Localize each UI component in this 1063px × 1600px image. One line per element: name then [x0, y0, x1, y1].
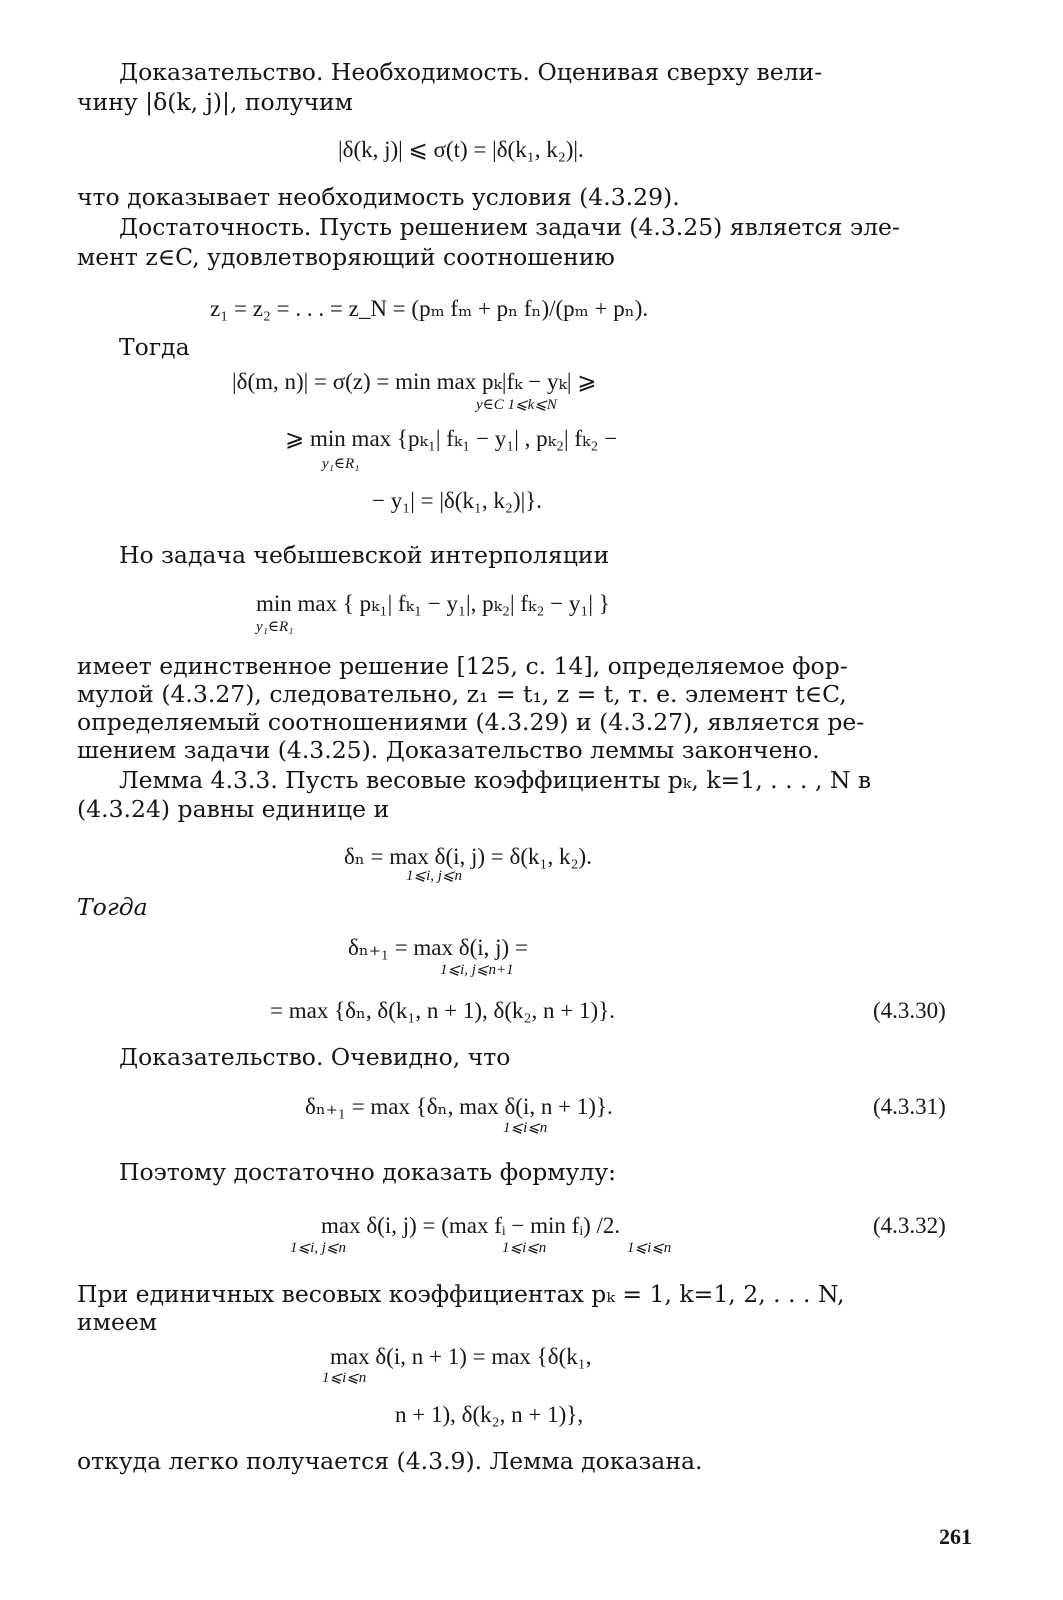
- equation: |δ(m, n)| = σ(z) = min max pₖ|fₖ − yₖ| ⩾: [232, 369, 597, 394]
- text-line: имеем: [77, 1308, 158, 1336]
- text-line: мент z∈C, удовлетворяющий соотношению: [77, 243, 615, 271]
- equation: min max { pₖ₁| fₖ₁ − y₁|, pₖ₂| fₖ₂ − y₁| }: [256, 591, 610, 616]
- text-line: (4.3.24) равны единице и: [77, 795, 390, 823]
- equation: δₙ₊₁ = max {δₙ, max δ(i, n + 1)}.: [305, 1094, 613, 1119]
- text-line: Лемма 4.3.3. Пусть весовые коэффициенты pₖ, k=1, . . . , N в: [119, 766, 872, 794]
- equation-subscript: y₁∈R₁: [322, 456, 360, 472]
- equation: = max {δₙ, δ(k₁, n + 1), δ(k₂, n + 1)}.: [270, 998, 615, 1023]
- text-line: чину |δ(k, j)|, получим: [77, 88, 353, 116]
- equation: z₁ = z₂ = . . . = z_N = (pₘ fₘ + pₙ fₙ)/(pₘ + pₙ).: [210, 296, 649, 321]
- equation: δₙ = max δ(i, j) = δ(k₁, k₂).: [344, 844, 592, 869]
- equation-subscript: 1⩽i, j⩽n: [406, 868, 462, 884]
- text-line: шением задачи (4.3.25). Доказательство леммы закончено.: [77, 736, 820, 764]
- equation-subscript: 1⩽i, j⩽n+1: [440, 962, 514, 978]
- equation: max δ(i, n + 1) = max {δ(k₁,: [330, 1344, 592, 1369]
- equation-subscript: y∈C 1⩽k⩽N: [476, 397, 557, 413]
- equation: |δ(k, j)| ⩽ σ(t) = |δ(k₁, k₂)|.: [338, 137, 584, 162]
- text-line: Доказательство. Очевидно, что: [119, 1043, 511, 1071]
- text-line: Доказательство. Необходимость. Оценивая сверху вели-: [119, 58, 823, 86]
- text-line: имеет единственное решение [125, с. 14], определяемое фор-: [77, 652, 848, 680]
- text-line: При единичных весовых коэффициентах pₖ = 1, k=1, 2, . . . N,: [77, 1280, 845, 1308]
- text-line: что доказывает необходимость условия (4.3.29).: [77, 183, 680, 211]
- equation-subscript: y₁∈R₁: [256, 619, 294, 635]
- text-line: откуда легко получается (4.3.9). Лемма доказана.: [77, 1447, 703, 1475]
- text-line: мулой (4.3.27), следовательно, z₁ = t₁, z = t, т. е. элемент t∈C,: [77, 680, 847, 708]
- text-line: Достаточность. Пусть решением задачи (4.3.25) является эле-: [119, 213, 900, 241]
- text-line: Тогда: [119, 333, 190, 361]
- equation-subscript: 1⩽i⩽n: [627, 1240, 672, 1256]
- equation: δₙ₊₁ = max δ(i, j) =: [348, 935, 528, 960]
- equation: ⩾ min max {pₖ₁| fₖ₁ − y₁| , pₖ₂| fₖ₂ −: [285, 426, 618, 451]
- equation-number: (4.3.32): [873, 1213, 946, 1238]
- text-line: Тогда: [77, 893, 148, 921]
- equation: max δ(i, j) = (max fᵢ − min fᵢ) /2.: [321, 1213, 621, 1238]
- equation-number: (4.3.31): [873, 1094, 946, 1119]
- equation: n + 1), δ(k₂, n + 1)},: [395, 1402, 584, 1427]
- equation-number: (4.3.30): [873, 998, 946, 1023]
- equation-subscript: 1⩽i⩽n: [503, 1120, 548, 1136]
- equation-subscript: 1⩽i⩽n: [502, 1240, 547, 1256]
- text-line: определяемый соотношениями (4.3.29) и (4.3.27), является ре-: [77, 708, 865, 736]
- text-line: Но задача чебышевской интерполяции: [119, 541, 610, 569]
- page-number: 261: [939, 1524, 972, 1549]
- text-line: Поэтому достаточно доказать формулу:: [119, 1158, 617, 1186]
- equation-subscript: 1⩽i, j⩽n: [290, 1240, 346, 1256]
- equation: − y₁| = |δ(k₁, k₂)|}.: [372, 488, 543, 513]
- equation-subscript: 1⩽i⩽n: [322, 1370, 367, 1386]
